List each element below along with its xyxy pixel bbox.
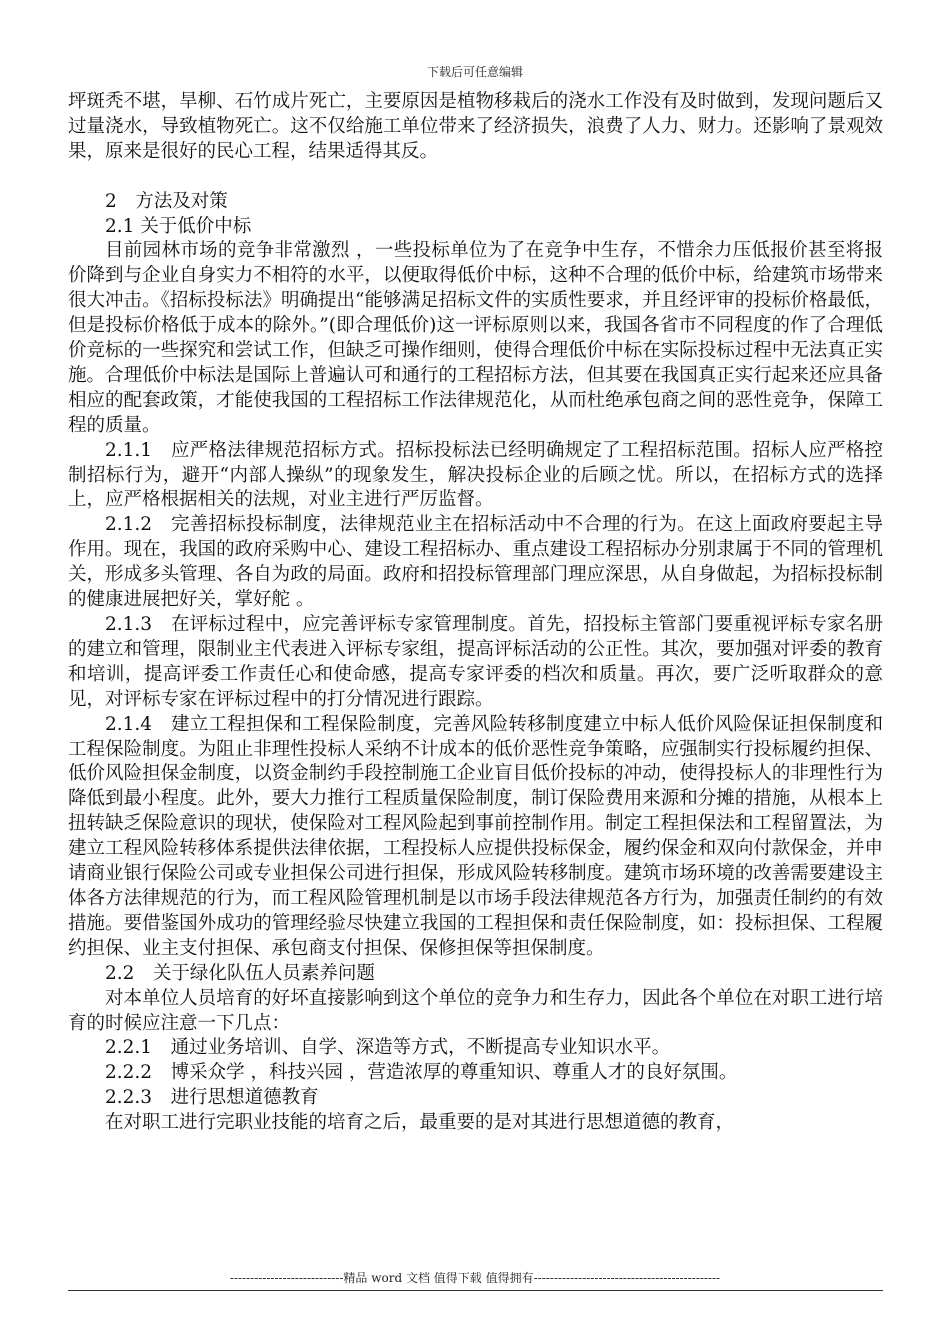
- paragraph-staff-training: 对本单位人员培育的好坏直接影响到这个单位的竞争力和生存力，因此各个单位在对职工进行培育的时候应注意一下几点：: [68, 987, 883, 1034]
- paragraph-low-price-bidding: 目前园林市场的竞争非常激烈 ，一些投标单位为了在竞争中生存，不惜余力压低报价甚至将报价降到与企业自身实力不相符的水平，以便取得低价中标，这种不合理的低价中标，给建筑市场带来很大冲击。《招标投标法》明确提出“能够满足招标文件的实质性要求，并且经评审的投标价格最低，但是投标价格低于成本的除外。”(即合理低价)这一评标原则以来，我国各省市不同程度的作了合理低价竞标的一些探究和尝试工作，但缺乏可操作细则，使得合理低价中标在实际投标过程中无法真正实施。合理低价中标法是国际上普遍认可和通行的工程招标方法，但其要在我国真正实行起来还应具备相应的配套政策，才能使我国的工程招标工作法律规范化，从而杜绝承包商之间的恶性竞争，保障工程的质量。: [68, 240, 883, 436]
- paragraph-2-1-4: 2.1.4 建立工程担保和工程保险制度，完善风险转移制度建立中标人低价风险保证担保制度和工程保险制度。为阻止非理性投标人采纳不计成本的低价恶性竞争策略，应强制实行投标履约担保、低价风险担保金制度，以资金制约手段控制施工企业盲目低价投标的冲动，使得投标人的非理性行为降低到最小程度。此外，要大力推行工程质量保险制度，制订保险费用来源和分摊的措施，从根本上扭转缺乏保险意识的现状，使保险对工程风险起到事前控制作用。制定工程担保法和工程留置法，为建立工程风险转移体系提供法律依据，工程投标人应提供投标保金，履约保金和双向付款保金，并申请商业银行保险公司或专业担保公司进行担保，形成风险转移制度。建筑市场环境的改善需要建设主体各方法律规范的行为，而工程风险管理机制是以市场手段法律规范各方行为，加强责任制约的有效措施。要借鉴国外成功的管理经验尽快建立我国的工程担保和责任保险制度，如：投标担保、工程履约担保、业主支付担保、承包商支付担保、保修担保等担保制度。: [68, 713, 883, 959]
- footer-divider: [68, 1290, 883, 1291]
- paragraph-2-1-2: 2.1.2 完善招标投标制度，法律规范业主在招标活动中不合理的行为。在这上面政府要起主导作用。现在，我国的政府采购中心、建设工程招标办、重点建设工程招标办分别隶属于不同的管理机关，形成多头管理、各自为政的局面。政府和招投标管理部门理应深思，从自身做起，为招标投标制的健康进展把好关，掌好舵 。: [68, 514, 883, 611]
- section-heading-2: 2 方法及对策: [105, 190, 228, 212]
- paragraph-2-2-2: 2.2.2 博采众学 ，科技兴园 ，营造浓厚的尊重知识、尊重人才的良好氛围。: [105, 1062, 738, 1084]
- page-header: 下载后可任意编辑: [426, 65, 523, 79]
- section-heading-2-1: 2.1 关于低价中标: [105, 215, 252, 237]
- paragraph-continuation: 坪斑秃不堪，旱柳、石竹成片死亡，主要原因是植物移栽后的浇水工作没有及时做到，发现问题后又过量浇水，导致植物死亡。这不仅给施工单位带来了经济损失，浪费了人力、财力。还影响了景观效果，原来是很好的民心工程，结果适得其反。: [68, 91, 883, 162]
- paragraph-2-1-1: 2.1.1 应严格法律规范招标方式。招标投标法已经明确规定了工程招标范围。招标人应严格控制招标行为，避开“内部人操纵”的现象发生，解决投标企业的后顾之忧。所以，在招标方式的选择上，应严格根据相关的法规，对业主进行严厉监督。: [68, 439, 883, 511]
- paragraph-2-2-1: 2.2.1 通过业务培训、自学、深造等方式，不断提高专业知识水平。: [105, 1037, 671, 1059]
- page-footer: ----------------------------精品 word 文档 值得下载 值得拥有----------------------------------------------: [229, 1271, 721, 1285]
- paragraph-moral-education: 在对职工进行完职业技能的培育之后，最重要的是对其进行思想道德的教育，: [105, 1112, 735, 1134]
- section-heading-2-2: 2.2 关于绿化队伍人员素养问题: [105, 962, 375, 984]
- paragraph-2-2-3: 2.2.3 进行思想道德教育: [105, 1087, 319, 1109]
- paragraph-2-1-3: 2.1.3 在评标过程中，应完善评标专家管理制度。首先，招投标主管部门要重视评标专家名册的建立和管理，限制业主代表进入评标专家组，提高评标活动的公正性。其次，要加强对评委的教育和培训，提高评委工作责任心和使命感，提高专家评委的档次和质量。再次，要广泛听取群众的意见，对评标专家在评标过程中的打分情况进行跟踪。: [68, 614, 883, 710]
- paragraph-spacer: [68, 165, 883, 190]
- document-body: [68, 90, 883, 1136]
